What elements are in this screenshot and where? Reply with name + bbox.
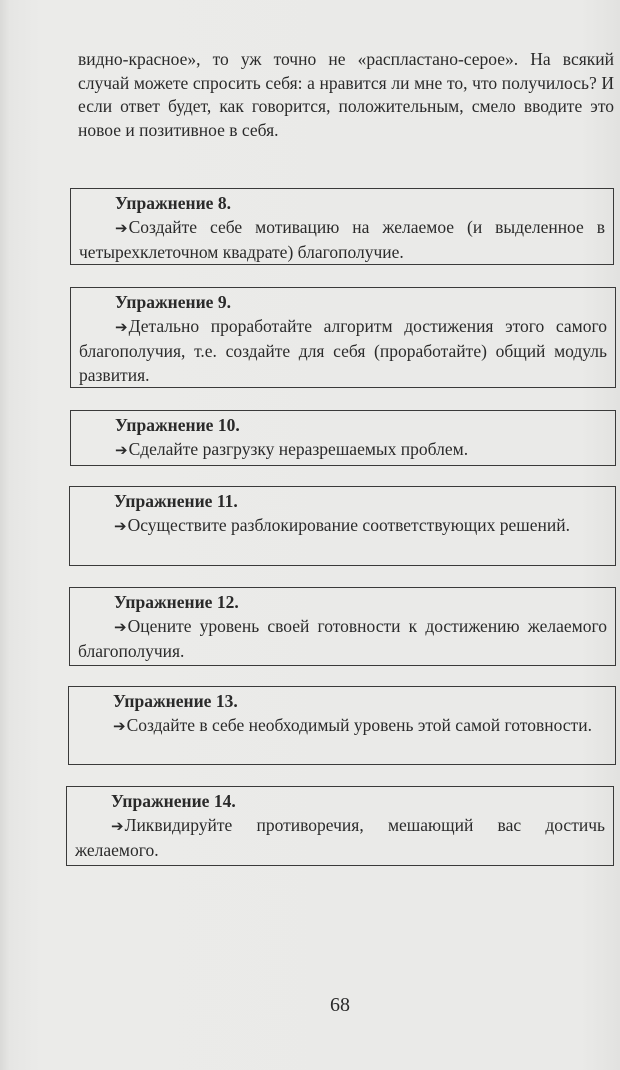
exercise-title: Упражнение 10.: [115, 415, 240, 435]
exercise-box-8: [70, 188, 614, 265]
exercise-title: Упражнение 12.: [114, 592, 239, 612]
arrow-right-icon: ➔: [114, 618, 127, 636]
exercise-box-12: [69, 587, 616, 666]
exercise-box-13: [68, 686, 616, 765]
arrow-right-icon: ➔: [115, 219, 128, 237]
page-number: 68: [330, 994, 350, 1016]
exercise-title: Упражнение 11.: [114, 491, 238, 511]
exercise-title: Упражнение 9.: [115, 292, 231, 312]
intro-paragraph: видно-красное», то уж точно не «распластано-серое». На всякий случай можете спросить себя: а нравится ли мне то, что получилось? И если ответ будет, как говорится, положительным, смело вводите это новое и позитивное в себя.: [78, 49, 614, 140]
exercise-box-11: [69, 486, 616, 566]
exercise-title: Упражнение 13.: [113, 691, 238, 711]
arrow-right-icon: ➔: [111, 817, 124, 835]
exercise-text: ➔Осуществите разблокирование соответствующих решений.: [114, 515, 571, 535]
exercise-text: ➔Ликвидируйте противоречия, мешающий вас достичь желаемого.: [75, 815, 605, 860]
exercise-text: ➔Создайте себе мотивацию на желаемое (и выделенное в четырехклеточном квадрате) благополучие.: [79, 217, 605, 262]
exercise-box-10: [70, 410, 616, 466]
arrow-right-icon: ➔: [114, 517, 127, 535]
exercise-box-14: [66, 786, 614, 866]
exercise-box-9: [70, 287, 616, 388]
exercise-title: Упражнение 14.: [111, 791, 236, 811]
exercise-text: ➔Оцените уровень своей готовности к достижению желаемого благополучия.: [78, 616, 607, 661]
exercise-text: ➔Детально проработайте алгоритм достижения этого самого благополучия, т.е. создайте для себя (проработайте) общий модуль развития.: [79, 316, 607, 385]
exercise-title: Упражнение 8.: [115, 193, 231, 213]
arrow-right-icon: ➔: [113, 717, 126, 735]
exercise-text: ➔Создайте в себе необходимый уровень этой самой готовности.: [113, 715, 592, 735]
arrow-right-icon: ➔: [115, 441, 128, 459]
arrow-right-icon: ➔: [115, 318, 128, 336]
exercise-text: ➔Сделайте разгрузку неразрешаемых проблем.: [115, 439, 469, 459]
